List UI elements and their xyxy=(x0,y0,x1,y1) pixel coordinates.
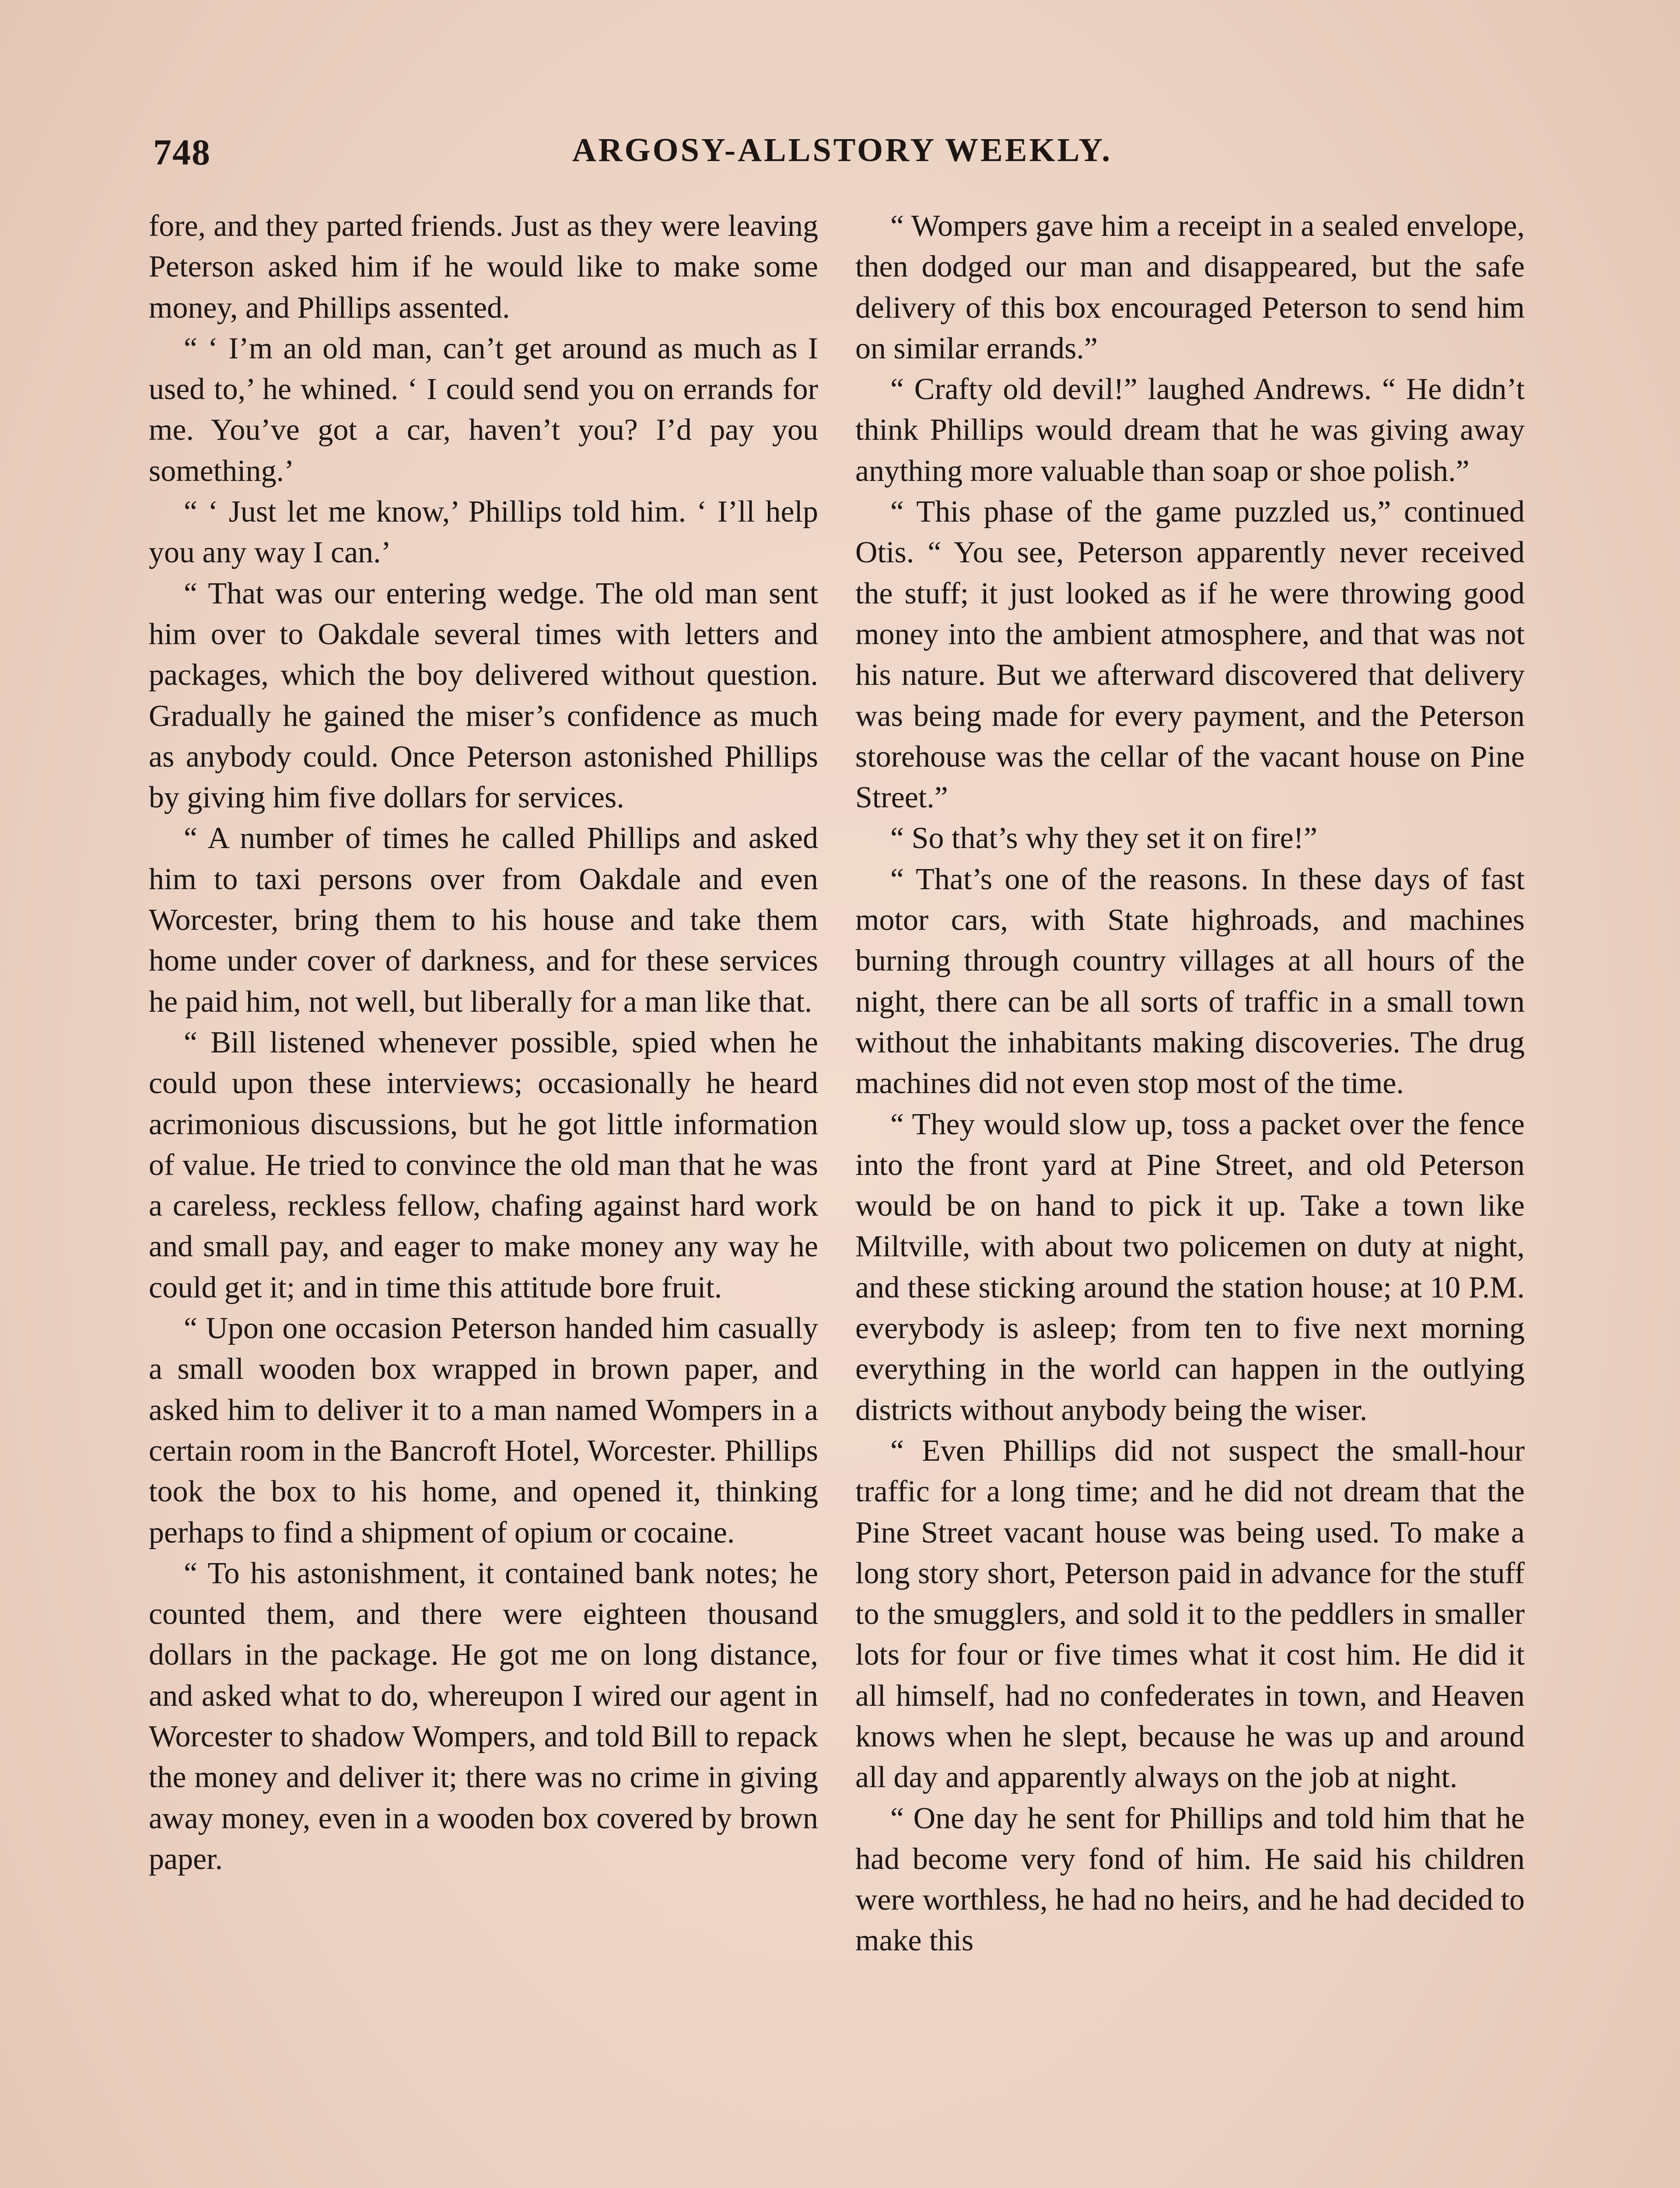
paragraph: “ This phase of the game puzzled us,” continued Otis. “ You see, Peterson apparently never received the stuff; it just looked as if he were throwing good money into the ambient atmosphere, and that was not his nature. But we afterward discovered that delivery was being made for every payment, and the Peterson storehouse was the cellar of the vacant house on Pine Street.” xyxy=(855,495,1525,815)
paragraph: “ Crafty old devil!” laughed Andrews. “ He didn’t think Phillips would dream that he was giving away anything more valuable than soap or shoe polish.” xyxy=(855,372,1525,488)
running-head: ARGOSY-ALLSTORY WEEKLY. xyxy=(572,132,1113,168)
paragraph: “ Bill listened whenever possible, spied when he could upon these interviews; occasionally he heard acrimonious discussions, but he got little information of value. He tried to convince the old man that he was a careless, reckless fellow, chafing against hard work and small pay, and eager to make money any way he could get it; and in time this attitude bore fruit. xyxy=(149,1025,818,1304)
left-column xyxy=(149,206,818,1879)
right-column xyxy=(855,206,1525,1961)
paragraph: “ ‘ I’m an old man, can’t get around as much as I used to,’ he whined. ‘ I could send you on errands for me. You’ve got a car, haven’t you? I’d pay you something.’ xyxy=(149,331,818,488)
paragraph: “ Wompers gave him a receipt in a sealed envelope, then dodged our man and disappeared, but the safe delivery of this box encouraged Peterson to send him on similar errands.” xyxy=(855,209,1525,365)
paragraph: “ They would slow up, toss a packet over the fence into the front yard at Pine Street, and old Peterson would be on hand to pick it up. Take a town like Miltville, with about two policemen on duty at night, and these sticking around the station house; at 10 P.M. everybody is asleep; from ten to five next morning everything in the world can happen in the outlying districts without anybody being the wiser. xyxy=(855,1107,1525,1427)
paragraph: fore, and they parted friends. Just as they were leaving Peterson asked him if he would like to make some money, and Phillips assented. xyxy=(149,209,818,325)
page-header xyxy=(153,131,1531,184)
paragraph: “ ‘ Just let me know,’ Phillips told him. ‘ I’ll help you any way I can.’ xyxy=(149,495,818,570)
paragraph: “ That’s one of the reasons. In these days of fast motor cars, with State highroads, and machines burning through country villages at all hours of the night, there can be all sorts of traffic in a small town without the inhabitants making discoveries. The drug machines did not even stop most of the time. xyxy=(855,862,1525,1101)
paragraph: “ A number of times he called Phillips and asked him to taxi persons over from Oakdale and even Worcester, bring them to his house and take them home under cover of darkness, and for these services he paid him, not well, but liberally for a man like that. xyxy=(149,821,818,1019)
paragraph: “ To his astonishment, it contained bank notes; he counted them, and there were eighteen thousand dollars in the package. He got me on long distance, and asked what to do, whereupon I wired our agent in Worcester to shadow Wompers, and told Bill to repack the money and deliver it; there was no crime in giving away money, even in a wooden box covered by brown paper. xyxy=(149,1556,818,1876)
paragraph: “ One day he sent for Phillips and told him that he had become very fond of him. He said his children were worthless, he had no heirs, and he had decided to make this xyxy=(855,1801,1525,1958)
paragraph: “ Even Phillips did not suspect the small-hour traffic for a long time; and he did not dream that the Pine Street vacant house was being used. To make a long story short, Peterson paid in advance for the stuff to the smugglers, and sold it to the peddlers in smaller lots for four or five times what it cost him. He did it all himself, had no confederates in town, and Heaven knows when he slept, because he was up and around all day and apparently always on the job at night. xyxy=(855,1434,1525,1795)
page-number: 748 xyxy=(153,132,211,173)
paragraph: “ That was our entering wedge. The old man sent him over to Oakdale several times with letters and packages, which the boy delivered without question. Gradually he gained the miser’s confidence as much as anybody could. Once Peterson astonished Phillips by giving him five dollars for services. xyxy=(149,576,818,815)
paragraph: “ Upon one occasion Peterson handed him casually a small wooden box wrapped in brown paper, and asked him to deliver it to a man named Wompers in a certain room in the Bancroft Hotel, Worcester. Phillips took the box to his home, and opened it, thinking perhaps to find a shipment of opium or cocaine. xyxy=(149,1311,818,1550)
paragraph: “ So that’s why they set it on fire!” xyxy=(890,821,1317,856)
